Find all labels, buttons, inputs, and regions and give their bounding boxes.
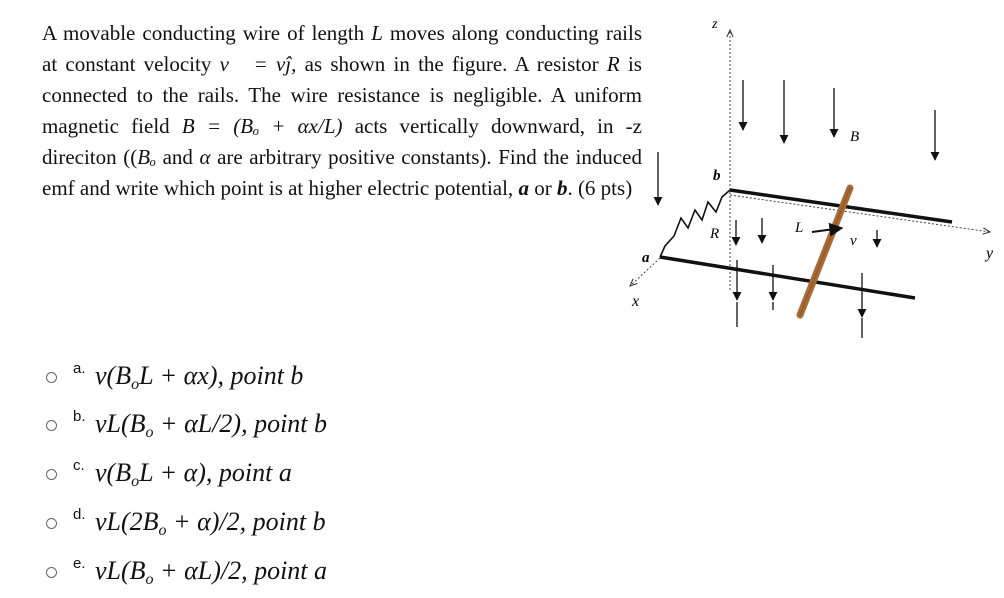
symbol-b0: Bₒ — [137, 145, 157, 169]
symbol-alpha: α — [199, 145, 211, 169]
option-letter: b. — [73, 408, 86, 425]
length-label: L — [795, 220, 804, 236]
field-label: B⃗ — [850, 129, 871, 145]
velocity-label: v⃗ — [850, 233, 869, 249]
expr-rest: L + αx), point — [139, 360, 291, 390]
expr-point: b — [312, 506, 326, 536]
expr-point: a — [314, 555, 328, 585]
expr-start: v(B — [95, 360, 132, 390]
question-fragment: and — [156, 145, 200, 169]
question-fragment: are arbitrary positive constants). Find the induced emf and write which point is at higher electric potential, — [42, 145, 642, 200]
option-expression — [95, 409, 327, 442]
option-a[interactable] — [46, 357, 566, 397]
wire-edge — [800, 188, 850, 315]
option-d[interactable] — [46, 503, 566, 543]
option-letter: a. — [73, 360, 86, 377]
expr-subscript: o — [131, 472, 140, 490]
expr-subscript: o — [145, 570, 154, 588]
expr-rest: + αL)/2, point — [153, 555, 315, 585]
expr-rest: + αL/2), point — [153, 408, 315, 438]
resistor-label: R — [710, 226, 720, 242]
rail-front — [660, 257, 915, 298]
question-fragment: or — [528, 176, 557, 200]
expr-point: a — [278, 457, 292, 487]
expr-subscript: o — [158, 521, 167, 539]
option-b[interactable] — [46, 405, 566, 445]
question-fragment: , as shown in the figure. A resistor — [291, 52, 607, 76]
radio-button[interactable] — [46, 420, 57, 431]
velocity-equation: v⃗ = vĵ — [219, 52, 292, 76]
option-e[interactable] — [46, 552, 566, 592]
radio-button[interactable] — [46, 469, 57, 480]
symbol-length: L — [371, 21, 383, 45]
expr-start: v(B — [95, 457, 132, 487]
radio-button[interactable] — [46, 518, 57, 529]
question-fragment: A movable conducting wire of length — [42, 21, 372, 45]
option-letter: e. — [73, 555, 86, 572]
symbol-resistor: R — [606, 52, 620, 76]
option-letter: d. — [73, 506, 86, 523]
question-fragment: moves along conducting rails at constant velocity — [42, 21, 642, 76]
expr-start: vL(2B — [95, 506, 159, 536]
question-fragment: . (6 pts) — [567, 176, 633, 200]
option-letter: c. — [73, 457, 85, 474]
expr-rest: L + α), point — [139, 457, 279, 487]
field-arrows — [658, 80, 935, 338]
radio-button[interactable] — [46, 567, 57, 578]
expr-start: vL(B — [95, 555, 146, 585]
expr-start: vL(B — [95, 408, 146, 438]
point-b-label: b — [713, 168, 721, 184]
axis-x-label: x — [632, 293, 640, 310]
option-expression — [95, 507, 326, 540]
expr-point: b — [290, 360, 304, 390]
expr-point: b — [314, 408, 328, 438]
question-fragment: acts vertically downward, in -z direciton (( — [42, 114, 642, 169]
option-expression — [95, 361, 303, 394]
expr-rest: + α)/2, point — [166, 506, 313, 536]
radio-button[interactable] — [46, 372, 57, 383]
velocity-arrow — [812, 228, 842, 232]
point-b-text: b — [556, 176, 568, 200]
point-a-text: a — [518, 176, 529, 200]
point-a-label: a — [642, 250, 650, 266]
question-fragment: is connected to the rails. The wire resistance is negligible. A uniform magnetic field — [42, 52, 642, 138]
axis-z-label: z — [712, 17, 718, 32]
resistor — [660, 190, 730, 257]
expr-subscript: o — [145, 423, 154, 441]
option-c[interactable] — [46, 454, 566, 494]
axis-y-label: y — [986, 245, 994, 262]
option-expression — [95, 556, 327, 589]
option-expression — [95, 458, 292, 491]
field-equation: B = (Bₒ + αx/L) — [181, 114, 343, 138]
expr-subscript: o — [131, 375, 140, 393]
y-axis — [730, 195, 990, 232]
